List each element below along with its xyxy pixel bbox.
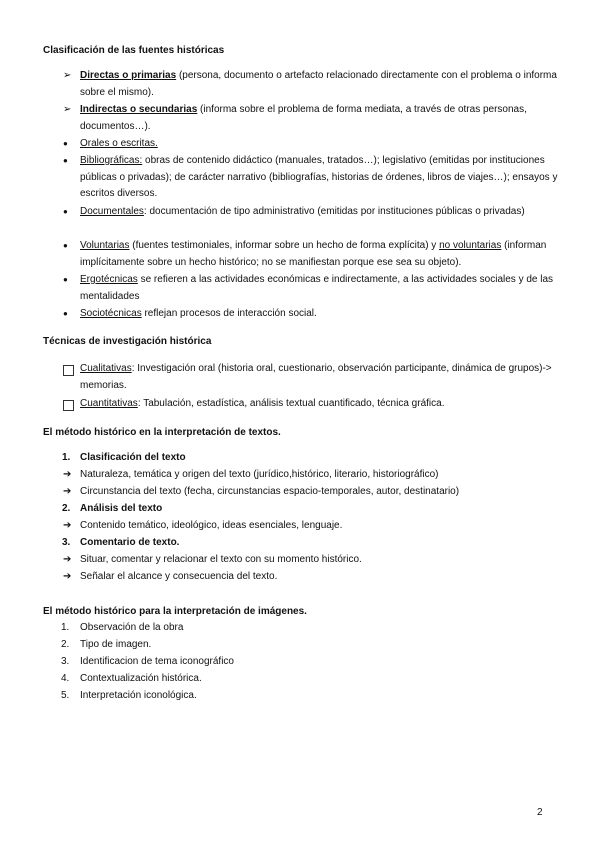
list-number: 1. <box>61 622 70 633</box>
arrow-right-icon: ➔ <box>63 554 72 565</box>
item-text: Contextualización histórica. <box>80 673 202 684</box>
description-secondary: (informan implícitamente sobre un hecho histórico; no se manifiestan porque ese sea su objeto). <box>80 240 547 268</box>
heading-tecnicas: Técnicas de investigación histórica <box>43 336 212 347</box>
description: (fuentes testimoniales, informar sobre un hecho de forma explícita) y <box>129 240 440 251</box>
term: Cualitativas <box>80 363 132 374</box>
description: : Tabulación, estadística, análisis textual cuantificado, técnica gráfica. <box>137 398 445 409</box>
term: Orales o escritas. <box>80 138 158 149</box>
item-text: Identificacion de tema iconográfico <box>80 656 234 667</box>
item-text: Interpretación iconológica. <box>80 690 197 701</box>
arrowhead-bullet-icon: ➢ <box>63 104 72 115</box>
arrowhead-bullet-icon: ➢ <box>63 70 72 81</box>
item-text: Circunstancia del texto (fecha, circunstancias espacio-temporales, autor, destinatario) <box>80 486 460 497</box>
checkbox-icon <box>63 400 74 411</box>
description: (informa sobre el problema de forma mediata, a través de otras personas, documentos…). <box>80 104 527 132</box>
description: obras de contenido didáctico (manuales, tratados…); legislativo (emitidas por instituciones públicas o privadas); de carácter narrativo (bibliografías, historias de órdenes, libros de viajes…); ensayos y escritos diversos. <box>80 155 558 199</box>
description: (persona, documento o artefacto relacionado directamente con el problema o informa sobre el mismo). <box>80 70 557 98</box>
term: Bibliográficas: <box>80 155 143 166</box>
description: reflejan procesos de interacción social. <box>141 308 317 319</box>
list-number: 3. <box>62 537 71 548</box>
arrow-right-icon: ➔ <box>63 571 72 582</box>
term: Cuantitativas <box>80 398 138 409</box>
checkbox-icon <box>63 365 74 376</box>
arrow-right-icon: ➔ <box>63 469 72 480</box>
item-text: Comentario de texto. <box>80 537 180 548</box>
item-text: Análisis del texto <box>80 503 163 514</box>
term: Voluntarias <box>80 240 130 251</box>
term-secondary: no voluntarias <box>439 240 502 251</box>
term: Documentales <box>80 206 144 217</box>
bullet-icon: ● <box>63 156 68 165</box>
term: Directas o primarias <box>80 70 177 81</box>
page-number: 2 <box>537 807 543 818</box>
item-text: Señalar el alcance y consecuencia del texto. <box>80 571 278 582</box>
term: Indirectas o secundarias <box>80 104 198 115</box>
item-text: Clasificación del texto <box>80 452 186 463</box>
heading-imagenes: El método histórico para la interpretación de imágenes. <box>43 606 307 617</box>
list-number: 2. <box>62 503 71 514</box>
bullet-icon: ● <box>63 207 68 216</box>
description: : documentación de tipo administrativo (emitidas por instituciones públicas o privadas) <box>143 206 525 217</box>
bullet-icon: ● <box>63 309 68 318</box>
description: se refieren a las actividades económicas e indirectamente, a las actividades sociales y de las mentalidades <box>80 274 554 302</box>
list-number: 2. <box>61 639 70 650</box>
item-text: Naturaleza, temática y origen del texto (jurídico,histórico, literario, historiográfico) <box>80 469 439 480</box>
description: : Investigación oral (historia oral, cuestionario, observación participante, dinámica de grupos)-> memorias. <box>80 363 552 391</box>
item-text: Contenido temático, ideológico, ideas esenciales, lenguaje. <box>80 520 343 531</box>
bullet-icon: ● <box>63 275 68 284</box>
arrow-right-icon: ➔ <box>63 486 72 497</box>
heading-fuentes: Clasificación de las fuentes históricas <box>43 45 225 56</box>
list-number: 3. <box>61 656 70 667</box>
term: Ergotécnicas <box>80 274 138 285</box>
list-number: 4. <box>61 673 70 684</box>
bullet-icon: ● <box>63 241 68 250</box>
list-number: 5. <box>61 690 70 701</box>
list-number: 1. <box>62 452 71 463</box>
heading-textos: El método histórico en la interpretación de textos. <box>43 427 281 438</box>
arrow-right-icon: ➔ <box>63 520 72 531</box>
item-text: Situar, comentar y relacionar el texto con su momento histórico. <box>80 554 362 565</box>
item-text: Tipo de imagen. <box>80 639 152 650</box>
bullet-icon: ● <box>63 139 68 148</box>
item-text: Observación de la obra <box>80 622 184 633</box>
term: Sociotécnicas <box>80 308 142 319</box>
